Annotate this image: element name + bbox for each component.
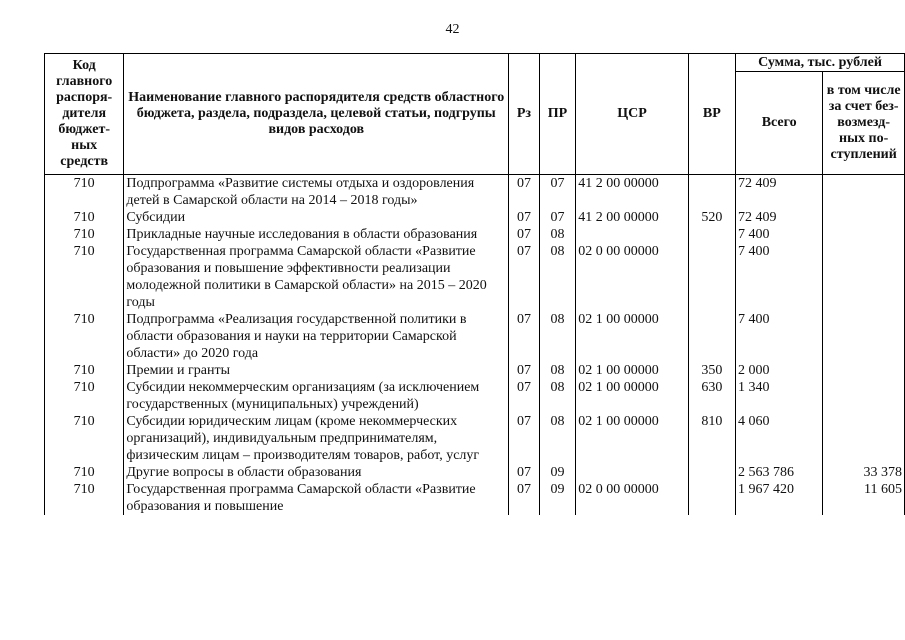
cell-name: Государственная программа Самарской области «Развитие образования и повышение эффективности реализации молодежной политики в Самарской области» на 2015 – 2020 годы — [124, 243, 509, 311]
cell-vr — [688, 175, 735, 210]
header-rz: Рз — [509, 54, 540, 175]
cell-csr: 02 1 00 00000 — [576, 413, 688, 464]
cell-total: 2 563 786 — [736, 464, 823, 481]
cell-name: Субсидии — [124, 209, 509, 226]
cell-vr — [688, 311, 735, 362]
cell-csr: 41 2 00 00000 — [576, 209, 688, 226]
page-number: 42 — [445, 22, 460, 37]
cell-name: Субсидии юридическим лицам (кроме некоммерческих организаций), индивидуальным предпринимателям, физическим лицам – производителям товаров, работ, услуг — [124, 413, 509, 464]
cell-code: 710 — [45, 379, 124, 413]
cell-vr — [688, 481, 735, 515]
cell-vr — [688, 243, 735, 311]
cell-pr: 08 — [539, 243, 576, 311]
cell-vr: 520 — [688, 209, 735, 226]
cell-free — [823, 175, 905, 210]
cell-rz: 07 — [509, 413, 540, 464]
header-free: в том числе за счет без-возмезд-ных по-ступлений — [823, 72, 905, 175]
table-row — [45, 413, 905, 464]
header-sum-group: Сумма, тыс. рублей — [736, 54, 905, 72]
cell-code: 710 — [45, 362, 124, 379]
cell-rz: 07 — [509, 481, 540, 515]
cell-free: 33 378 — [823, 464, 905, 481]
budget-table — [44, 53, 905, 515]
cell-code: 710 — [45, 464, 124, 481]
table-row — [45, 379, 905, 413]
table-row — [45, 311, 905, 362]
cell-total: 72 409 — [736, 209, 823, 226]
cell-total: 7 400 — [736, 243, 823, 311]
table-row — [45, 209, 905, 226]
header-code: Код главного распоря-дителя бюджет-ных средств — [45, 54, 124, 175]
cell-total: 7 400 — [736, 311, 823, 362]
cell-code: 710 — [45, 209, 124, 226]
table-body — [45, 175, 905, 516]
cell-csr: 02 0 00 00000 — [576, 243, 688, 311]
cell-code: 710 — [45, 413, 124, 464]
cell-rz: 07 — [509, 209, 540, 226]
cell-name: Государственная программа Самарской области «Развитие образования и повышение — [124, 481, 509, 515]
cell-total: 1 967 420 — [736, 481, 823, 515]
cell-vr: 350 — [688, 362, 735, 379]
table-header — [45, 54, 905, 175]
cell-name: Прикладные научные исследования в области образования — [124, 226, 509, 243]
cell-name: Другие вопросы в области образования — [124, 464, 509, 481]
cell-free — [823, 379, 905, 413]
cell-vr — [688, 226, 735, 243]
cell-code: 710 — [45, 226, 124, 243]
cell-free — [823, 362, 905, 379]
cell-code: 710 — [45, 175, 124, 210]
cell-rz: 07 — [509, 379, 540, 413]
cell-pr: 08 — [539, 362, 576, 379]
cell-code: 710 — [45, 481, 124, 515]
cell-rz: 07 — [509, 362, 540, 379]
cell-total: 4 060 — [736, 413, 823, 464]
cell-free — [823, 243, 905, 311]
cell-code: 710 — [45, 243, 124, 311]
cell-rz: 07 — [509, 311, 540, 362]
cell-pr: 09 — [539, 464, 576, 481]
cell-name: Премии и гранты — [124, 362, 509, 379]
cell-rz: 07 — [509, 226, 540, 243]
table-row — [45, 481, 905, 515]
cell-vr — [688, 464, 735, 481]
cell-csr: 02 1 00 00000 — [576, 362, 688, 379]
cell-pr: 08 — [539, 226, 576, 243]
header-name: Наименование главного распорядителя средств областного бюджета, раздела, подраздела, целевой статьи, подгрупы видов расходов — [124, 54, 509, 175]
cell-free — [823, 413, 905, 464]
cell-vr: 630 — [688, 379, 735, 413]
header-total: Всего — [736, 72, 823, 175]
cell-free — [823, 311, 905, 362]
cell-total: 2 000 — [736, 362, 823, 379]
cell-csr — [576, 464, 688, 481]
table-row — [45, 226, 905, 243]
cell-total: 7 400 — [736, 226, 823, 243]
cell-pr: 07 — [539, 175, 576, 210]
cell-csr: 02 0 00 00000 — [576, 481, 688, 515]
cell-csr: 41 2 00 00000 — [576, 175, 688, 210]
cell-csr: 02 1 00 00000 — [576, 311, 688, 362]
cell-vr: 810 — [688, 413, 735, 464]
table-row — [45, 175, 905, 210]
header-pr: ПР — [539, 54, 576, 175]
cell-rz: 07 — [509, 175, 540, 210]
cell-name: Подпрограмма «Развитие системы отдыха и оздоровления детей в Самарской области на 2014 – 2018 годы» — [124, 175, 509, 210]
cell-rz: 07 — [509, 464, 540, 481]
cell-free: 11 605 — [823, 481, 905, 515]
table-row — [45, 464, 905, 481]
cell-name: Подпрограмма «Реализация государственной политики в области образования и науки на территории Самарской области» до 2020 года — [124, 311, 509, 362]
cell-name: Субсидии некоммерческим организациям (за исключением государственных (муниципальных) учреждений) — [124, 379, 509, 413]
cell-pr: 08 — [539, 413, 576, 464]
cell-free — [823, 226, 905, 243]
cell-free — [823, 209, 905, 226]
cell-total: 72 409 — [736, 175, 823, 210]
cell-code: 710 — [45, 311, 124, 362]
header-vr: ВР — [688, 54, 735, 175]
cell-pr: 08 — [539, 311, 576, 362]
cell-csr: 02 1 00 00000 — [576, 379, 688, 413]
cell-pr: 09 — [539, 481, 576, 515]
header-csr: ЦСР — [576, 54, 688, 175]
cell-rz: 07 — [509, 243, 540, 311]
table-row — [45, 243, 905, 311]
cell-total: 1 340 — [736, 379, 823, 413]
cell-pr: 08 — [539, 379, 576, 413]
table-row — [45, 362, 905, 379]
cell-csr — [576, 226, 688, 243]
cell-pr: 07 — [539, 209, 576, 226]
